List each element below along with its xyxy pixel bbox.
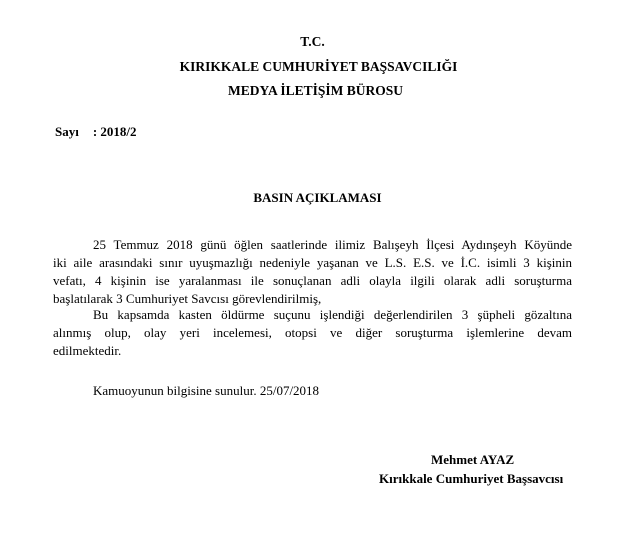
paragraph-line: alınmış olup, olay yeri incelemesi, otopsi ve diğer soruşturma işlemlerine devam (53, 325, 572, 340)
paragraph-line: vefatı, 4 kişinin ise yaralanması ile sonuçlanan adli olayla ilgili olarak adli soruşturma (53, 273, 572, 288)
header-department-name: MEDYA İLETİŞİM BÜROSU (227, 83, 404, 98)
signatory-name: Mehmet AYAZ (431, 452, 515, 467)
paragraph-line: edilmektedir. (53, 343, 122, 358)
signatory-title: Kırıkkale Cumhuriyet Başsavcısı (379, 471, 564, 486)
header-office-name: KIRIKKALE CUMHURİYET BAŞSAVCILIĞI (179, 59, 458, 74)
closing-statement: Kamuoyunun bilgisine sunulur. 25/07/2018 (93, 383, 320, 398)
paragraph-line: Bu kapsamda kasten öldürme suçunu işlendiği değerlendirilen 3 şüpheli gözaltına (93, 307, 572, 322)
paragraph-line: başlatılarak 3 Cumhuriyet Savcısı görevlendirilmiş, (53, 291, 322, 306)
reference-number (55, 124, 137, 140)
paragraph-line: 25 Temmuz 2018 günü öğlen saatlerinde ilimiz Balışeyh İlçesi Aydınşeyh Köyünde (93, 237, 572, 252)
paragraph-line: iki aile arasındaki sınır uyuşmazlığı nedeniyle yaşanan ve L.S. E.S. ve İ.C. isimli 3 kişinin (53, 255, 572, 270)
document-title: BASIN AÇIKLAMASI (253, 190, 382, 205)
header-state-abbreviation: T.C. (300, 34, 325, 49)
body-paragraph-1 (53, 236, 572, 308)
reference-value: : 2018/2 (92, 124, 137, 139)
reference-label: Sayı (55, 124, 79, 139)
body-paragraph-2 (53, 306, 572, 360)
